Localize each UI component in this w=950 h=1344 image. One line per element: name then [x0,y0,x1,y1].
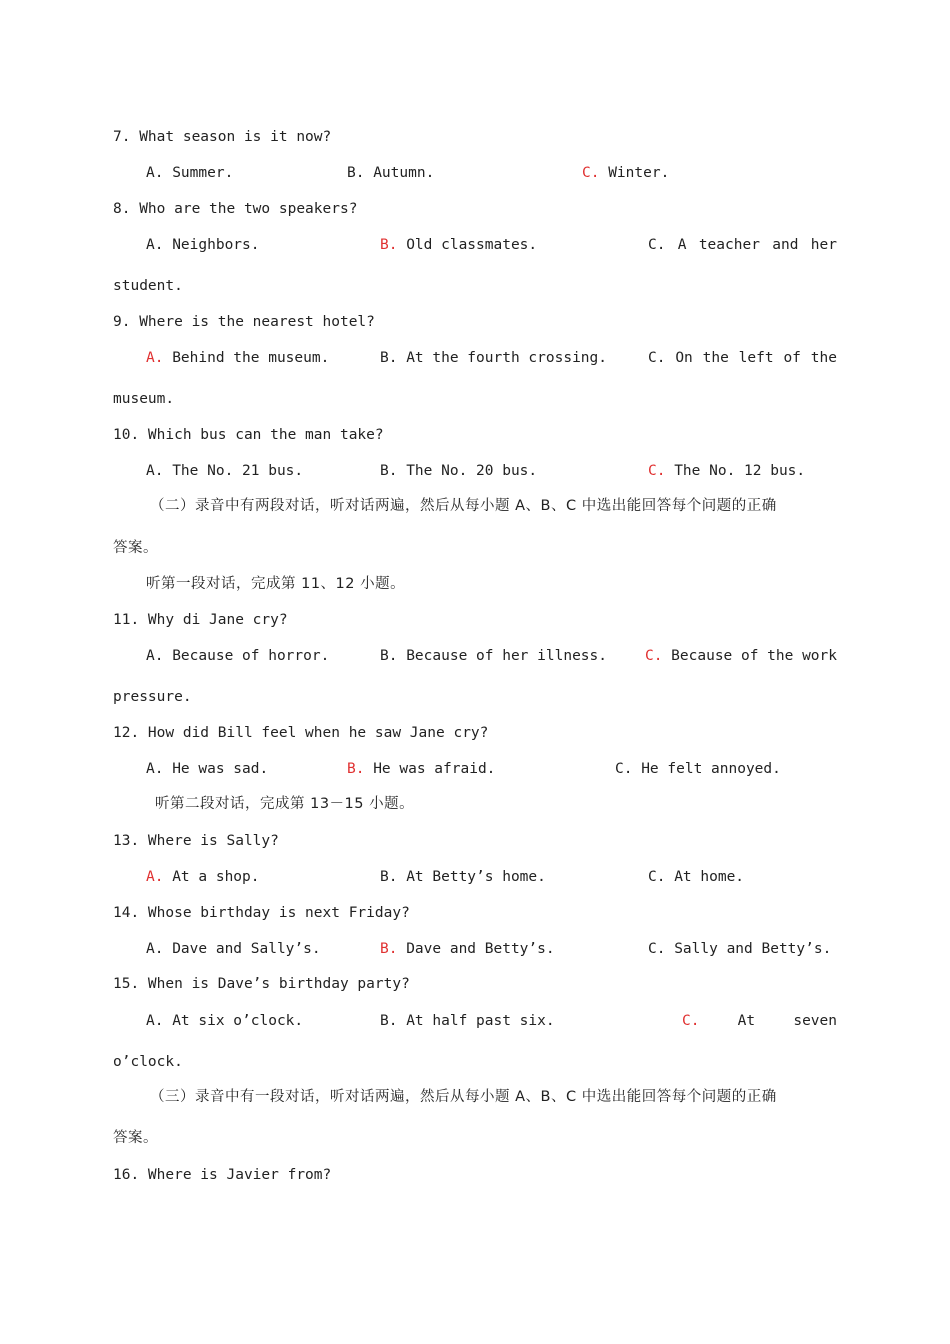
option-letter: A. [146,648,164,664]
q15-option-c [682,1012,837,1030]
q9-option-a [146,349,329,367]
q14-option-a [146,940,321,958]
option-text: Sally and Betty’s. [665,941,832,957]
option-letter: C. [648,237,666,253]
option-letter: C. [648,869,666,885]
option-text: At a shop. [163,869,260,885]
option-word: work [802,648,837,664]
option-text: At Betty’s home. [397,869,546,885]
q10-option-b [380,462,537,480]
option-text: At the fourth crossing. [397,350,607,366]
section-3-instruction-continued: 答案。 [113,1130,158,1146]
option-letter: A. [146,165,164,181]
answer-letter: C. [582,165,600,181]
q8-option-c [648,236,837,254]
q10-option-c [648,462,805,480]
question-7: 7. What season is it now? [113,129,332,145]
q11-option-c-continued: pressure. [113,689,192,705]
q13-option-c [648,868,744,886]
q12-option-a [146,760,268,778]
option-letter: B. [380,350,398,366]
question-14: 14. Whose birthday is next Friday? [113,905,410,921]
dialog-1-heading: 听第一段对话，完成第 11、12 小题。 [146,576,406,592]
option-word: of [740,648,759,664]
option-word: the [810,350,837,366]
q15-option-b [380,1012,555,1030]
option-word: left [738,350,774,366]
q12-option-c [615,760,781,778]
option-word: A [677,237,687,253]
q15-option-c-continued: o’clock. [113,1054,183,1070]
question-13: 13. Where is Sally? [113,833,279,849]
question-12: 12. How did Bill feel when he saw Jane cry? [113,725,489,741]
option-text: Winter. [599,165,670,181]
q10-option-a [146,462,303,480]
option-letter: B. [380,648,398,664]
option-letter: C. [648,941,666,957]
option-letter: B. [380,463,398,479]
section-3-instruction: （三）录音中有一段对话，听对话两遍，然后从每小题 A、B、C 中选出能回答每个问题的正确 [150,1089,777,1105]
option-word: and [772,237,799,253]
q15-option-a [146,1012,303,1030]
option-text: He was afraid. [364,761,496,777]
option-text: The No. 12 bus. [665,463,806,479]
q11-option-b [380,647,607,665]
option-word: her [810,237,837,253]
option-text: At home. [665,869,745,885]
option-letter: B. [380,869,398,885]
option-text: Dave and Betty’s. [397,941,555,957]
answer-letter: C. [682,1013,700,1029]
q12-option-b [347,760,495,778]
q9-option-c-continued: museum. [113,391,175,407]
option-letter: A. [146,761,164,777]
option-text: The No. 21 bus. [163,463,304,479]
option-letter: A. [146,941,164,957]
option-word: seven [793,1013,837,1029]
option-letter: A. [146,1013,164,1029]
option-text: Old classmates. [397,237,538,253]
answer-letter: C. [648,463,666,479]
q14-option-b [380,940,555,958]
question-11: 11. Why di Jane cry? [113,612,288,628]
option-text: Because of her illness. [397,648,607,664]
option-text: Dave and Sally’s. [163,941,321,957]
q9-option-c [648,349,837,367]
answer-letter: A. [146,869,164,885]
option-text: Neighbors. [163,237,260,253]
option-word: the [767,648,794,664]
section-2-instruction-continued: 答案。 [113,540,158,556]
section-2-instruction: （二）录音中有两段对话，听对话两遍，然后从每小题 A、B、C 中选出能回答每个问题的正确 [150,498,777,514]
q13-option-a [146,868,260,886]
q7-option-b [347,164,434,182]
option-text: Summer. [163,165,234,181]
answer-letter: B. [347,761,365,777]
option-letter: A. [146,237,164,253]
option-word: the [702,350,729,366]
q11-option-a [146,647,329,665]
option-word: At [737,1013,756,1029]
q9-option-b [380,349,607,367]
answer-letter: B. [380,941,398,957]
option-word: Because [671,648,733,664]
answer-letter: C. [645,648,663,664]
q14-option-c [648,940,831,958]
option-text: The No. 20 bus. [397,463,538,479]
q8-option-c-continued: student. [113,278,183,294]
answer-letter: A. [146,350,164,366]
option-text: He felt annoyed. [632,761,781,777]
option-text: Behind the museum. [163,350,330,366]
q7-option-c [582,164,669,182]
option-word: On [675,350,693,366]
question-9: 9. Where is the nearest hotel? [113,314,375,330]
option-text: Autumn. [364,165,435,181]
option-letter: A. [146,463,164,479]
option-word: of [783,350,801,366]
option-letter: C. [648,350,666,366]
question-10: 10. Which bus can the man take? [113,427,384,443]
option-text: At half past six. [397,1013,555,1029]
option-letter: B. [380,1013,398,1029]
option-text: At six o’clock. [163,1013,304,1029]
question-8: 8. Who are the two speakers? [113,201,358,217]
option-text: Because of horror. [163,648,330,664]
answer-letter: B. [380,237,398,253]
question-15: 15. When is Dave’s birthday party? [113,976,410,992]
dialog-2-heading: 听第二段对话，完成第 13－15 小题。 [155,796,415,812]
option-text: He was sad. [163,761,269,777]
question-16: 16. Where is Javier from? [113,1167,332,1183]
q8-option-a [146,236,260,254]
option-letter: B. [347,165,365,181]
q13-option-b [380,868,546,886]
option-word: teacher [698,237,760,253]
q11-option-c [645,647,837,665]
q7-option-a [146,164,233,182]
option-letter: C. [615,761,633,777]
q8-option-b [380,236,537,254]
